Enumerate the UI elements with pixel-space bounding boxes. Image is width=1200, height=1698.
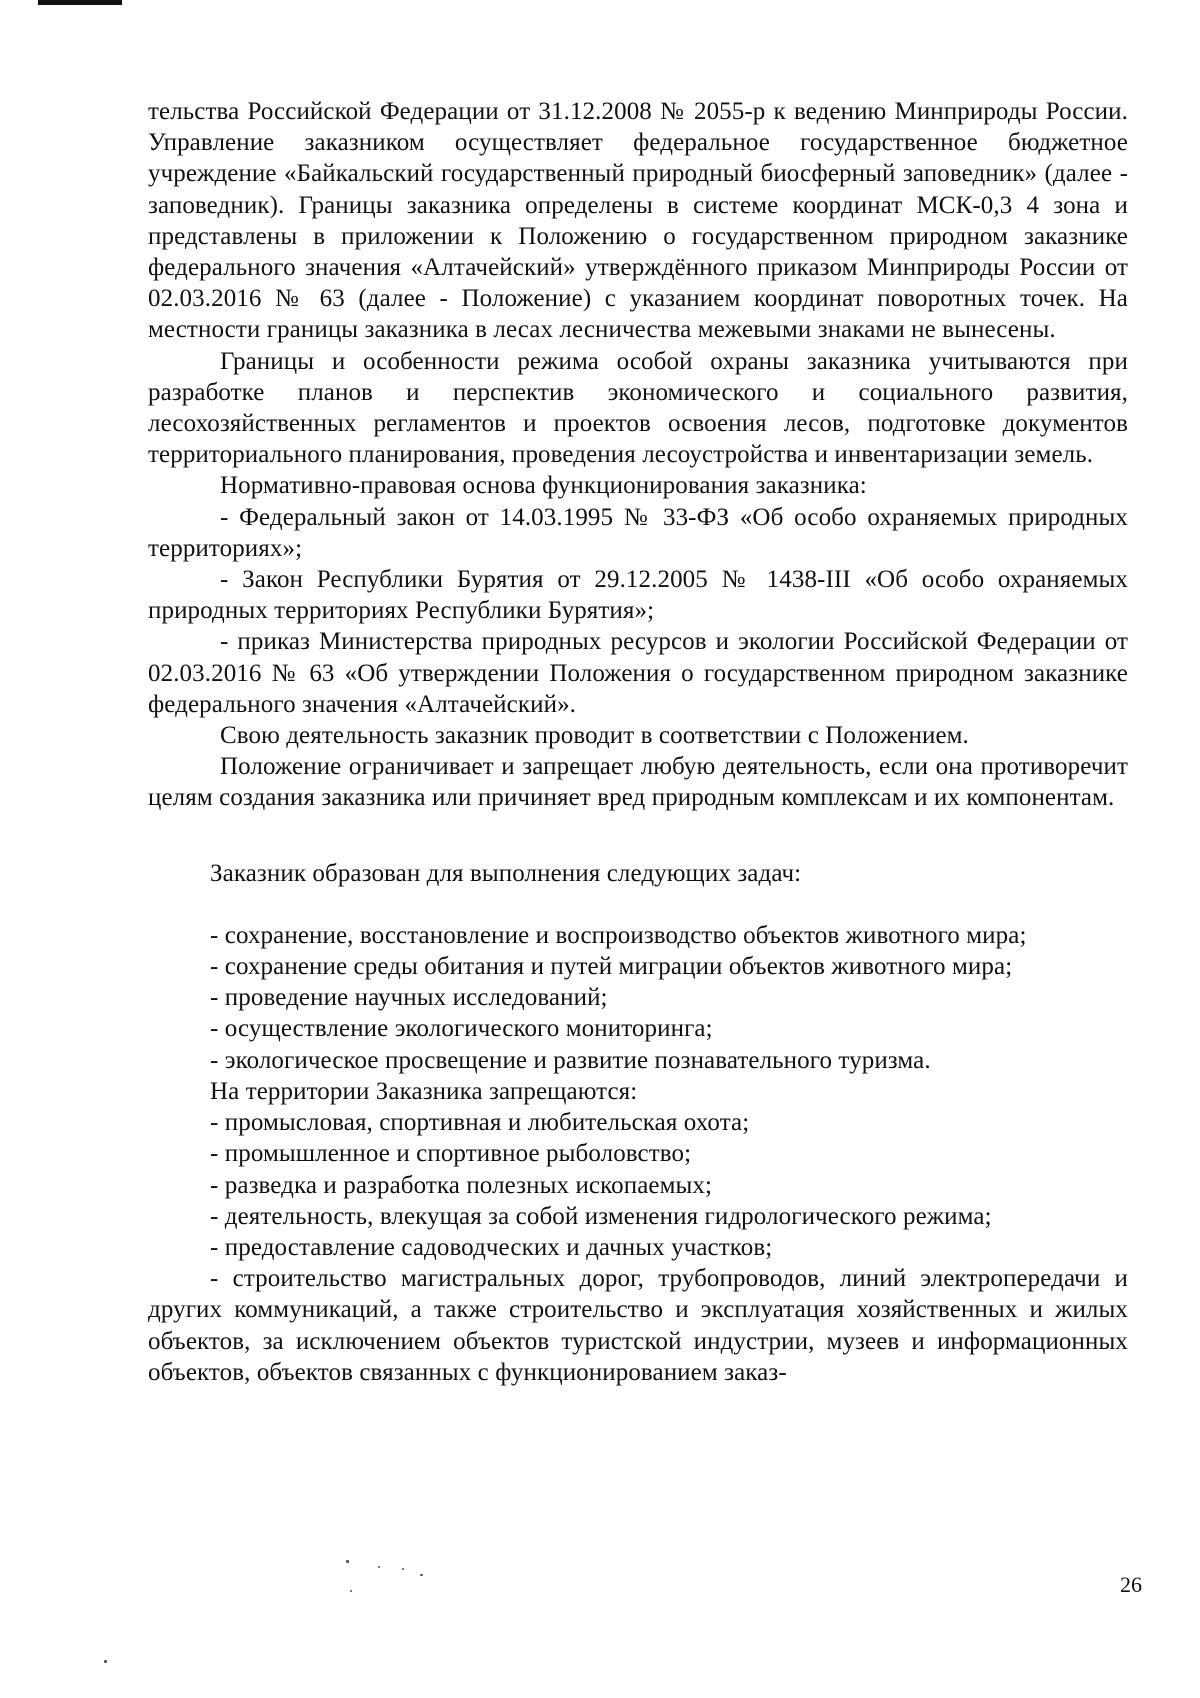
tasks-section [148,858,1128,1263]
prohibited-item: - промышленное и спортивное рыболовство; [210,1140,692,1168]
legal-basis-buryatia-law: - Закон Республики Бурятия от 29.12.2005 № 1438-III «Об особо охраняемых природных территориях Республики Бурятия»; [148,566,1128,625]
document-body [148,96,1128,1388]
task-item: - проведение научных исследований; [210,984,608,1012]
scan-speck [350,1590,352,1592]
legal-basis-ministry-order: - приказ Министерства природных ресурсов и экологии Российской Федерации от 02.03.2016 № 63 «Об утверждении Положения о государственном природном заказнике федерального значения «Алтачейский». [148,628,1128,718]
page-number: 26 [1120,1572,1142,1597]
prohibited-item: - деятельность, влекущая за собой изменения гидрологического режима; [210,1202,992,1230]
task-item: - сохранение среды обитания и путей миграции объектов животного мира; [210,953,1013,981]
prohibited-item: - предоставление садоводческих и дачных участков; [210,1233,773,1261]
task-item: - экологическое просвещение и развитие познавательного туризма. [210,1046,931,1074]
paragraph-regime-planning: Границы и особенности режима особой охраны заказника учитываются при разработке планов и перспектив экономического и социального развития, лесохозяйственных регламентов и проектов освоения лесов, подготовке документов территориального планирования, проведения лесоустройства и инвентаризации земель. [148,347,1128,469]
section-gap [210,889,1128,920]
scan-speck [378,1566,380,1568]
scan-speck [346,1560,349,1563]
prohibited-item: - промысловая, спортивная и любительская охота; [210,1109,750,1137]
section-gap [148,814,1128,858]
paragraph-boundaries-intro: тельства Российской Федерации от 31.12.2008 № 2055-р к ведению Минприроды России. Управление заказником осуществляет федеральное государственное бюджетное учреждение «Байкальский государственный природный биосферный заповедник» (далее - заповедник). Границы заказника определены в системе координат МСК-0,3 4 зона и представлены в приложении к Положению о государственном природном заказнике федерального значения «Алтачейский» утверждённого приказом Минприроды России от 02.03.2016 № 63 (далее - Положение) с указанием координат поворотных точек. На местности границы заказника в лесах лесничества межевыми знаками не вынесены. [148,98,1128,344]
prohibited-item-construction: - строительство магистральных дорог, трубопроводов, линий электропередачи и других коммуникаций, а также строительство и эксплуатация хозяйственных и жилых объектов, за исключением объектов туристской индустрии, музеев и информационных объектов, объектов связанных с функционированием заказ- [148,1265,1128,1386]
prohibited-item: - разведка и разработка полезных ископаемых; [210,1171,713,1199]
scan-speck [402,1568,404,1570]
paragraph-activity: Свою деятельность заказник проводит в соответствии с Положением. [220,722,969,750]
task-item: - осуществление экологического мониторинга; [210,1015,713,1043]
paragraph-restrictions: Положение ограничивает и запрещает любую деятельность, если она противоречит целям создания заказника или причиняет вред природным комплексам и их компонентам. [148,753,1128,812]
task-item: - сохранение, восстановление и воспроизводство объектов животного мира; [210,921,1027,949]
legal-basis-federal-law: - Федеральный закон от 14.03.1995 № 33-ФЗ «Об особо охраняемых природных территориях»; [148,503,1128,562]
scan-edge-mark [38,0,122,5]
scan-speck [104,1660,107,1663]
paragraph-legal-basis-heading: Нормативно-правовая основа функционирования заказника: [220,472,867,500]
prohibited-heading: На территории Заказника запрещаются: [210,1077,638,1105]
scan-speck [420,1574,423,1576]
tasks-heading: Заказник образован для выполнения следующих задач: [210,859,802,887]
